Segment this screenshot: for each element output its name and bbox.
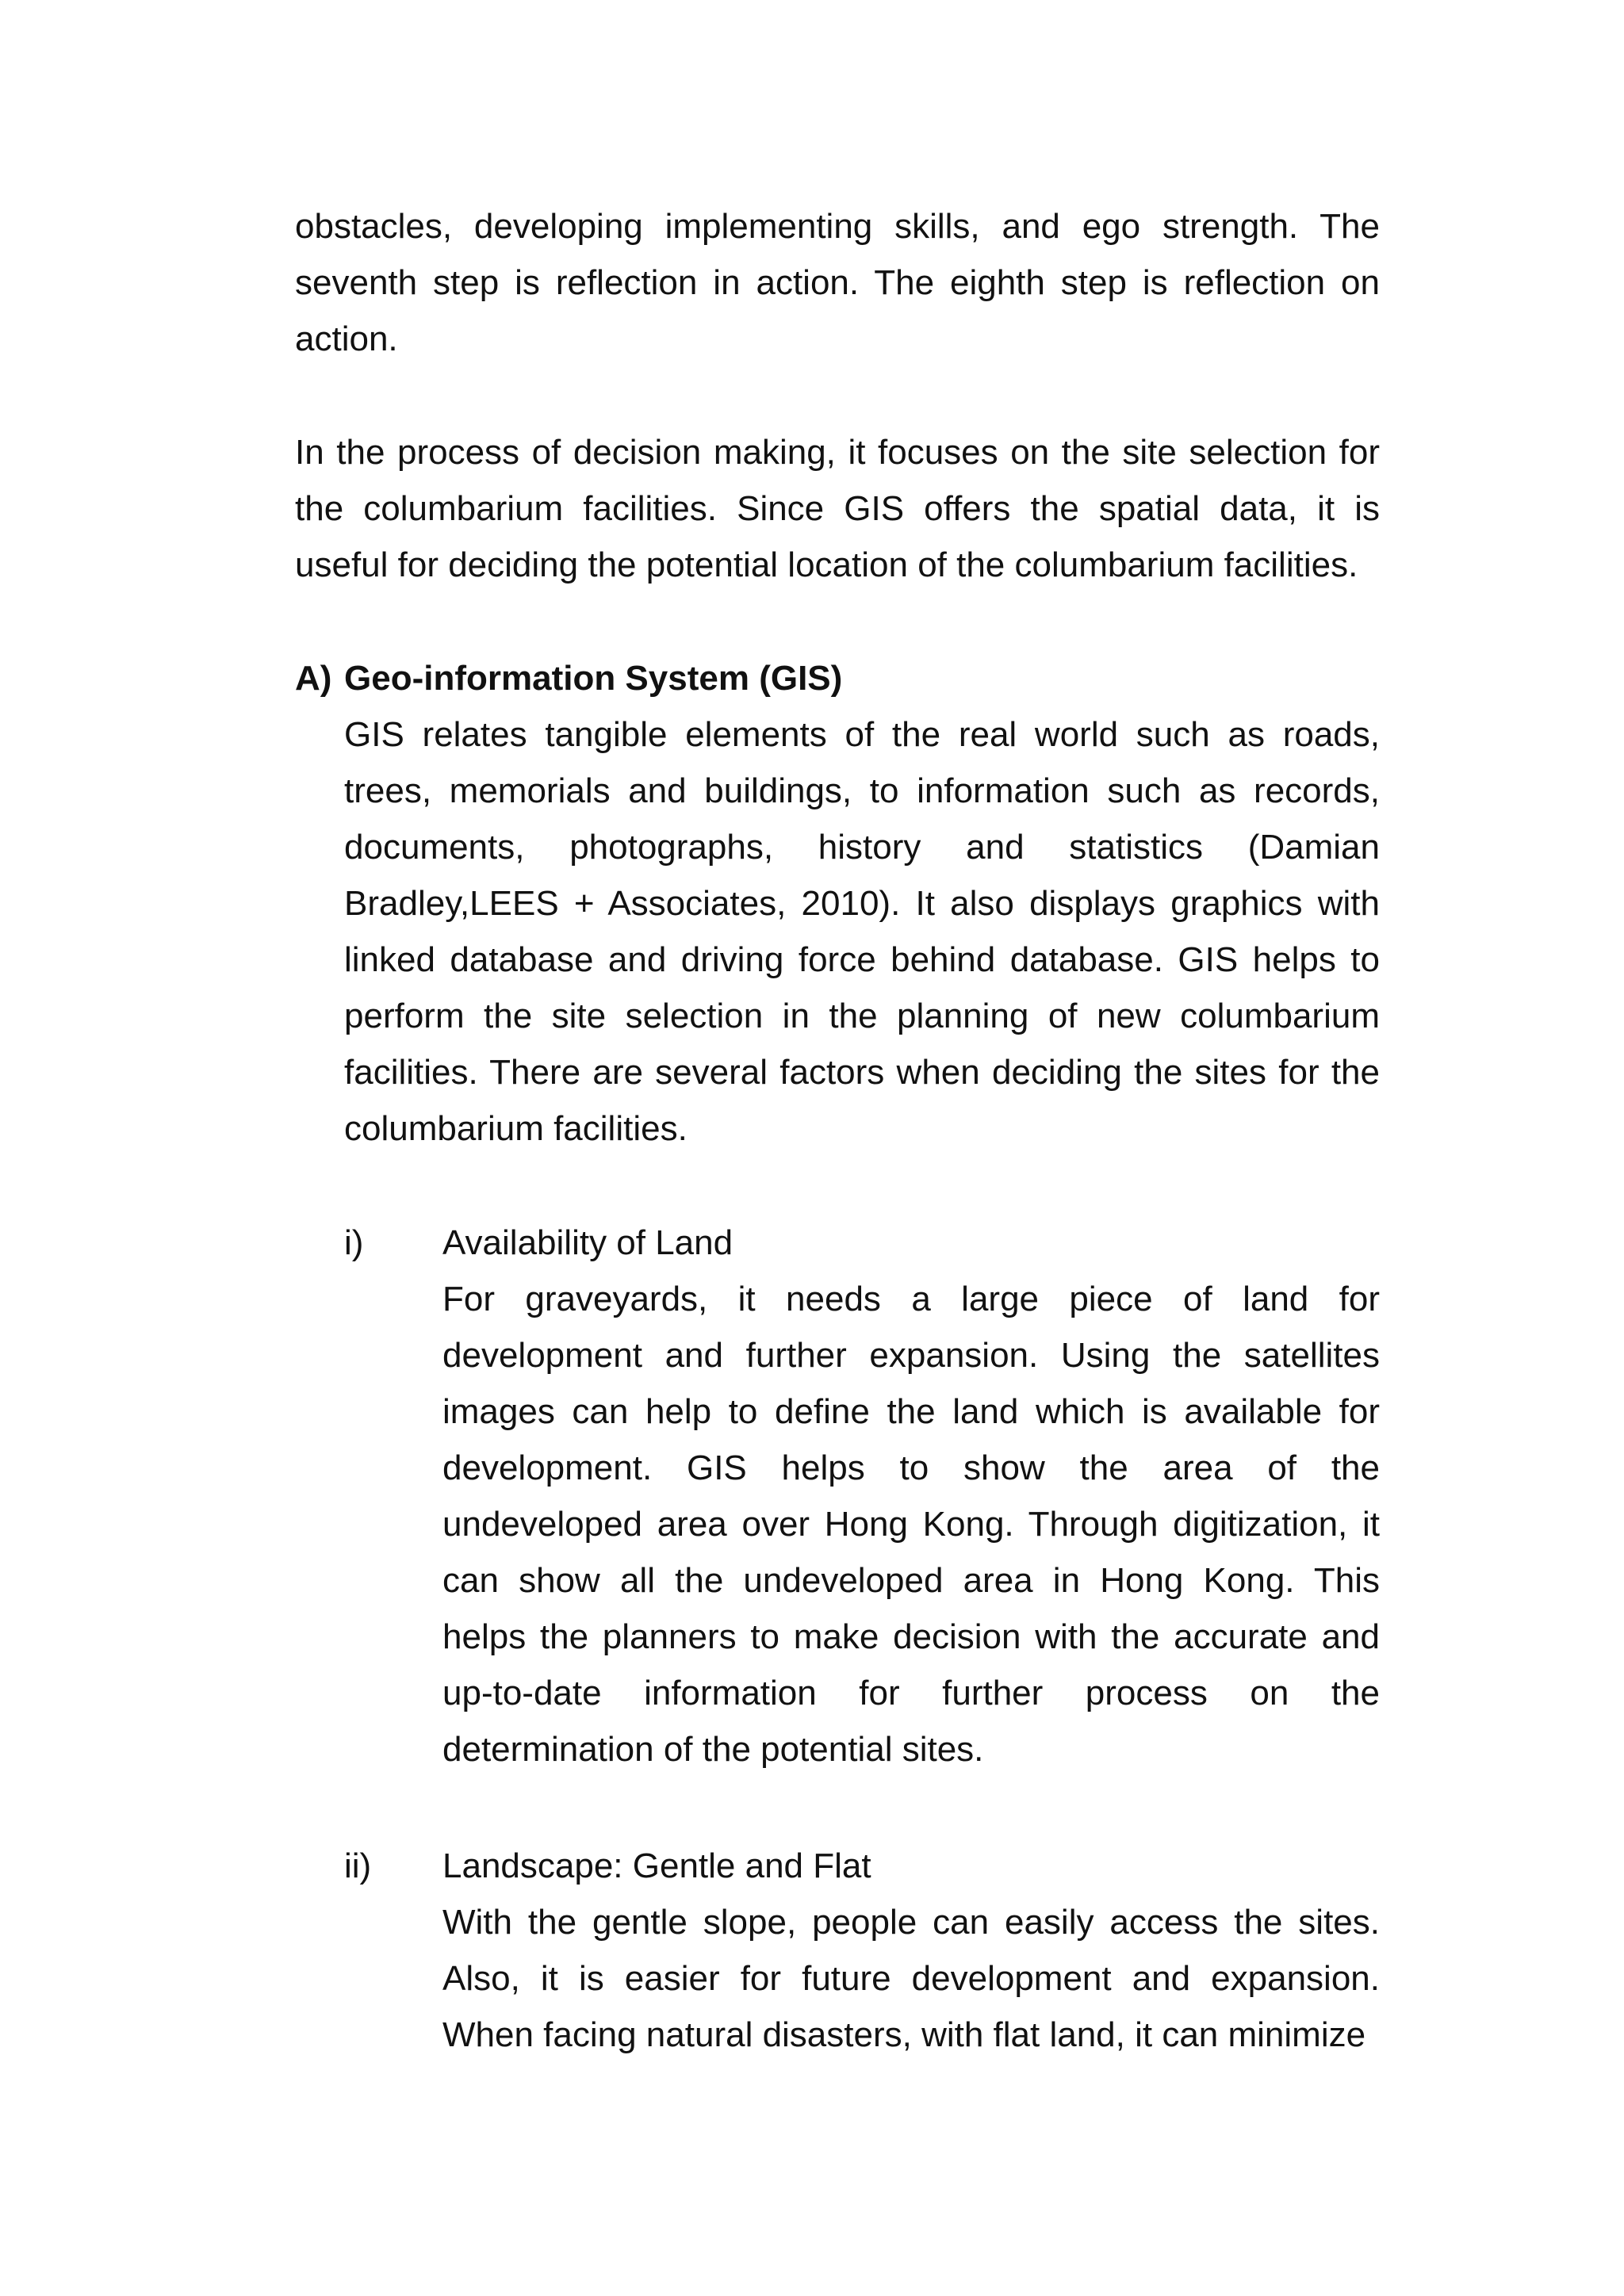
- paragraph-decision-making: In the process of decision making, it focuses on the site selection for the columbarium facilities. Since GIS offers the spatial data, it is useful for deciding the potential location of the columbarium facilities.: [295, 433, 1380, 584]
- list-item-1-body: For graveyards, it needs a large piece of land for development and further expansion. Using the satellites images can help to define the land which is available for development. GIS helps to show the area of the undeveloped area over Hong Kong. Through digitization, it can show all the undeveloped area in Hong Kong. This helps the planners to make decision with the accurate and up-to-date information for further process on the determination of the potential sites.: [442, 1280, 1380, 1769]
- list-item-2-body: With the gentle slope, people can easily access the sites. Also, it is easier for future development and expansion. When facing natural disasters, with flat land, it can minimize: [442, 1903, 1380, 2054]
- paragraph-continuation: obstacles, developing implementing skills, and ego strength. The seventh step is reflection in action. The eighth step is reflection on action.: [295, 207, 1380, 358]
- section-a-title: Geo-information System (GIS): [344, 659, 843, 698]
- list-item-1-title: Availability of Land: [442, 1223, 733, 1262]
- section-a-body: GIS relates tangible elements of the real world such as roads, trees, memorials and buildings, to information such as records, documents, photographs, history and statistics (Damian Bradley,LEES + Associates, 2010). It also displays graphics with linked database and driving force behind database. GIS helps to perform the site selection in the planning of new columbarium facilities. There are several factors when deciding the sites for the columbarium facilities.: [344, 715, 1380, 1148]
- list-item-1-marker: i): [344, 1223, 364, 1262]
- section-a-label: A): [295, 659, 332, 698]
- list-item-2-title: Landscape: Gentle and Flat: [442, 1846, 871, 1885]
- list-item-2-marker: ii): [344, 1846, 372, 1885]
- section-a-heading: [295, 650, 1380, 706]
